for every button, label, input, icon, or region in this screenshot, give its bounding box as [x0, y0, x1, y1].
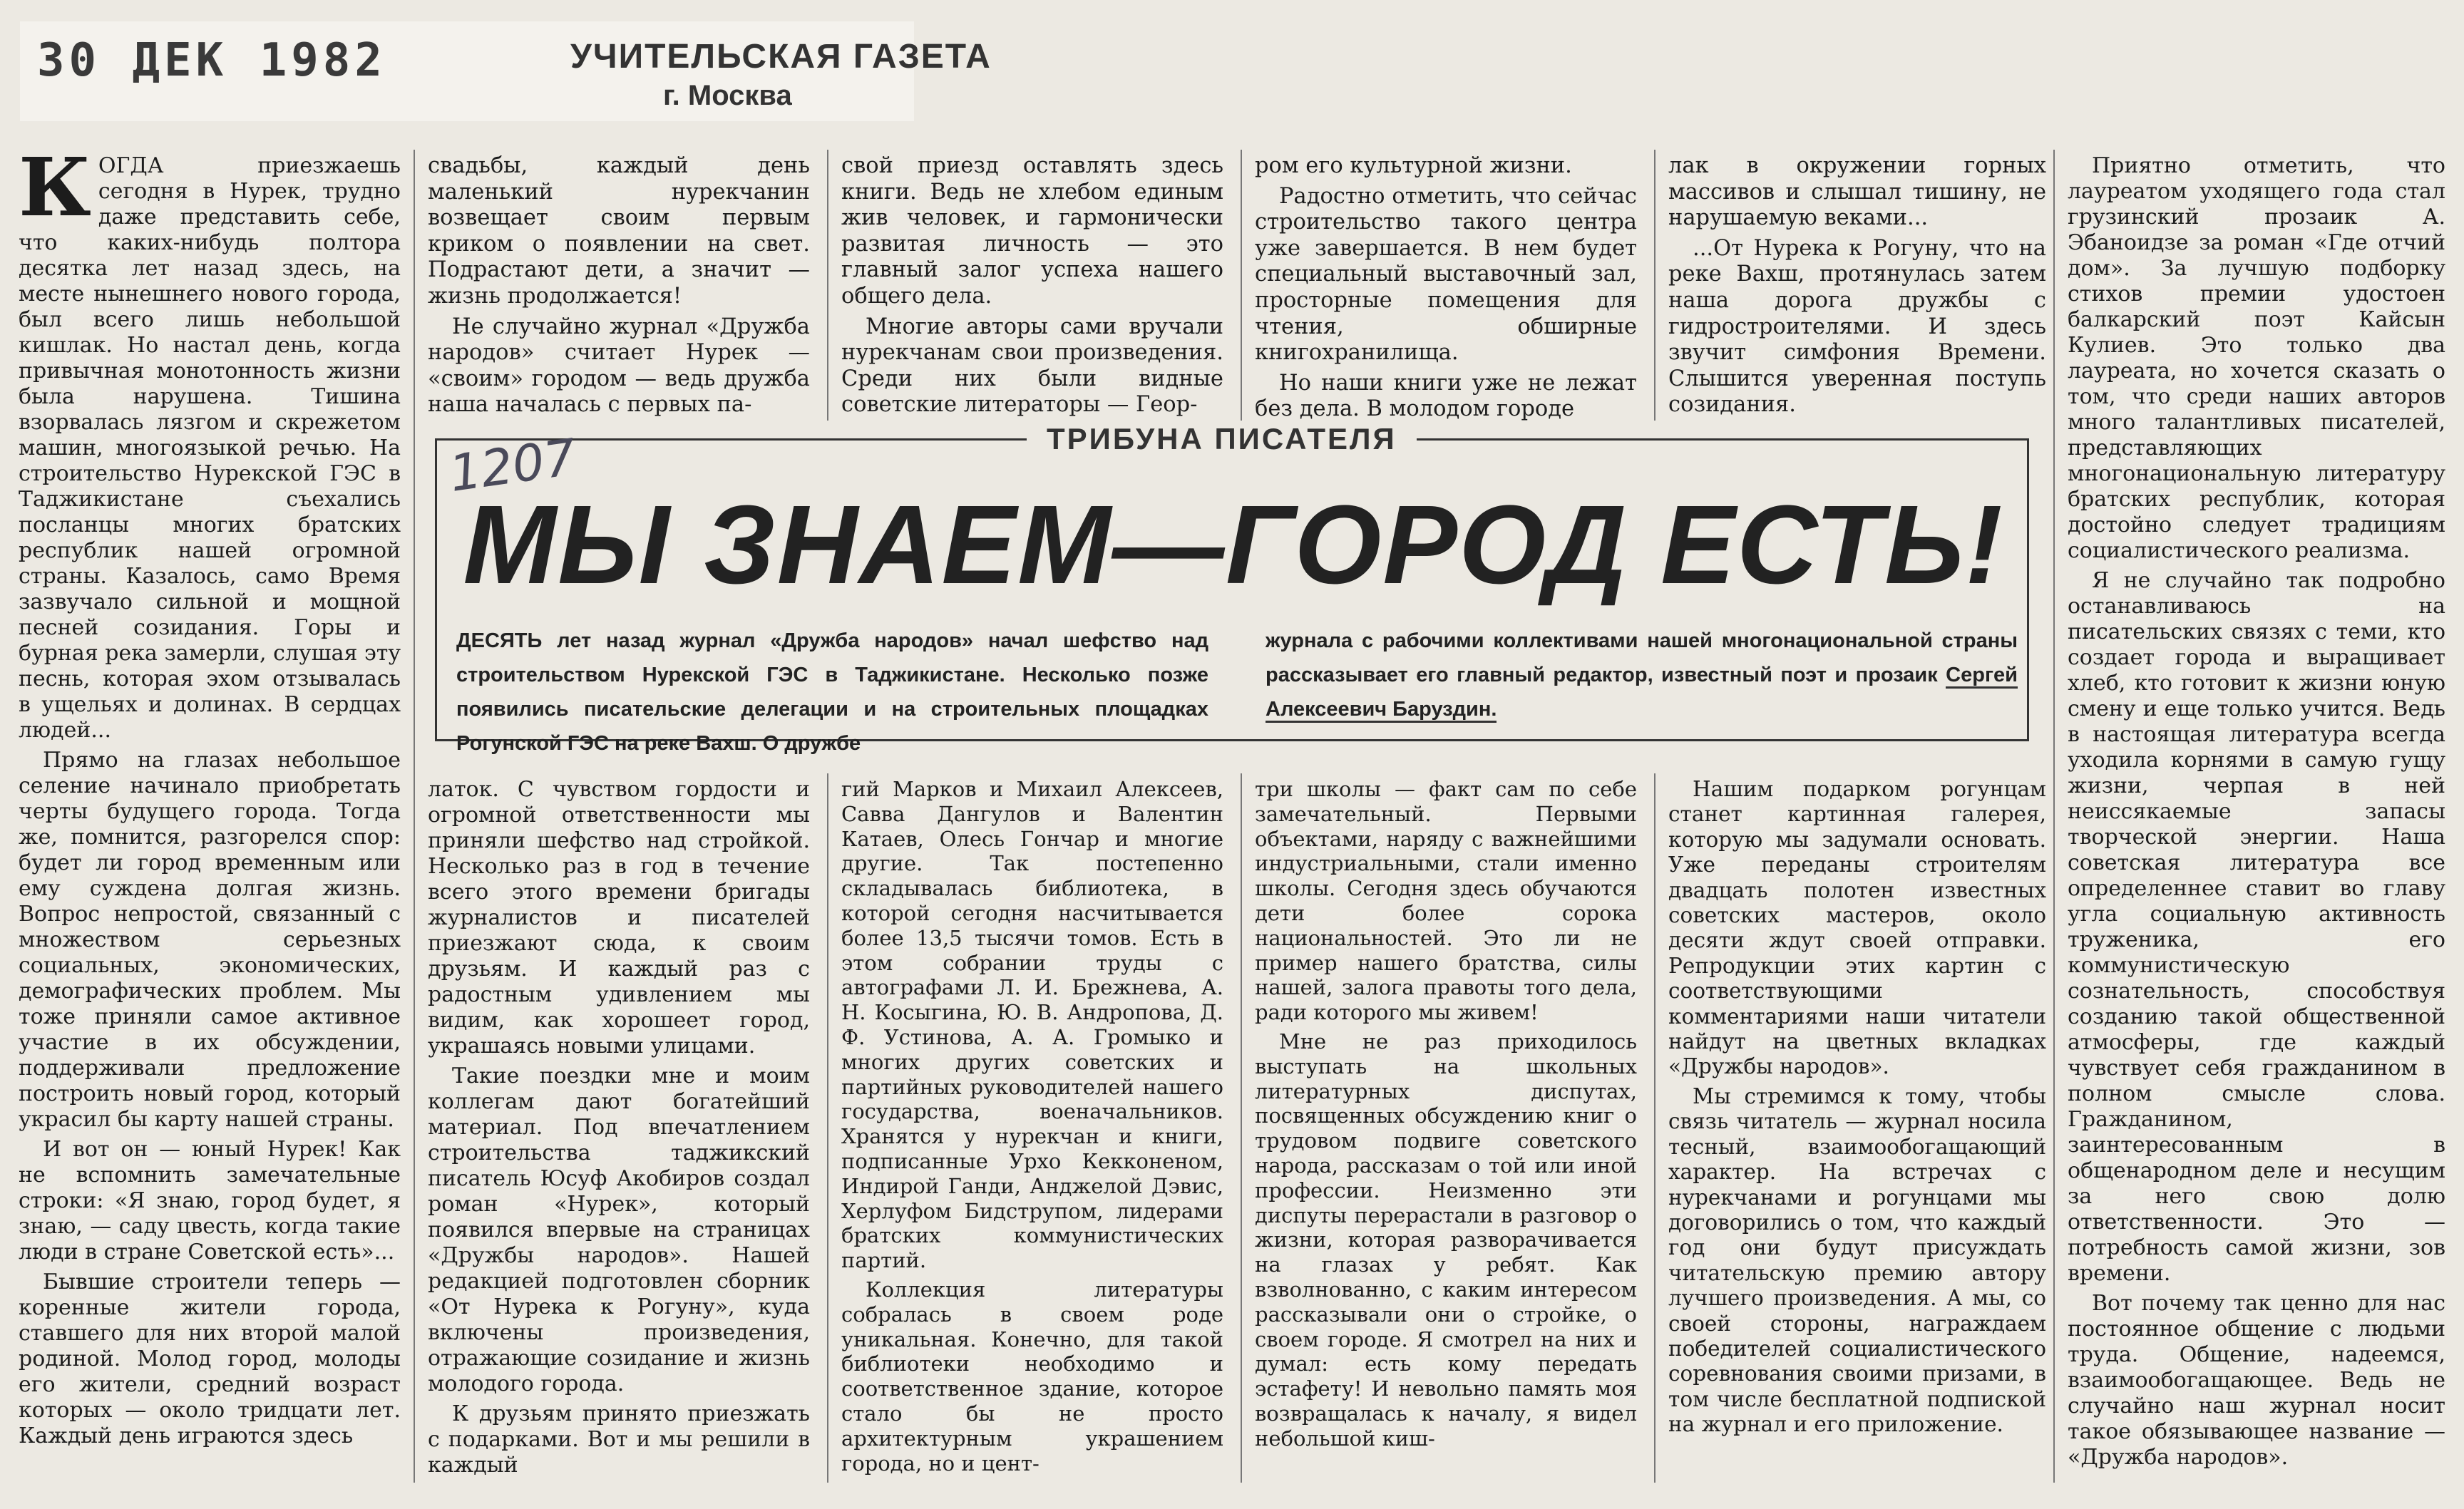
paragraph: Мы стремимся к тому, чтобы связь читатель — журнал носила тесный, взаимообогащающий характер. На встречах с нурекчанами и рогунцами мы договорились о том, что каждый год они будут присуждать читательскую премию автору лучшего произведения. А мы, со своей стороны, награждаем победителей социалистического соревнования своими призами, в том числе бесплатной подпиской на журнал и его приложение.	[1668, 1083, 2046, 1437]
column-rule	[1241, 773, 1242, 1483]
newspaper-name-stamp: УЧИТЕЛЬСКАЯ ГАЗЕТА	[570, 38, 992, 76]
column-rule	[827, 150, 828, 421]
column-3-top	[841, 153, 1223, 424]
column-4-bottom	[1255, 777, 1637, 1483]
paragraph: Такие поездки мне и моим коллегам дают богатейший материал. Под впечатлением строительства таджикский писатель Юсуф Акобиров создал роман «Нурек», который появился впервые на страницах «Дружбы народов». Нашей редакцией подготовлен сборник «От Нурека к Рогуну», куда включены произведения, отражающие созидание и жизнь молодого города.	[428, 1063, 810, 1396]
rubric: ТРИБУНА ПИСАТЕЛЯ	[1027, 422, 1417, 456]
paragraph: Я не случайно так подробно останавливаюсь на писательских связях с теми, кто создает города и выращивает хлеб, кто готовит к жизни юную смену и еще только учится. Ведь в настоящая литература всегда уходила корнями в самую гущу жизни, черпая в ней неиссякаемые запасы творческой энергии. Наша советская литература все определеннее ставит во главу угла социальную активность труженика, его коммунистическую сознательность, способствуя созданию такой общественной атмосферы, где каждый чувствует себя гражданином в полном смысле слова. Гражданином, заинтересованным в общенародном деле и несущим за него свою долю ответственности. Это — потребность самой жизни, зов времени.	[2068, 568, 2445, 1286]
column-5-bottom	[1668, 777, 2046, 1483]
column-rule	[1654, 773, 1655, 1483]
paragraph: Не случайно журнал «Дружба народов» считает Нурек — «своим» городом — ведь дружба наша началась с первых па-	[428, 314, 810, 418]
paragraph: Бывшие строители теперь — коренные жители города, ставшего для них второй малой родиной. Молод город, молоды его жители, средний возраст которых — около тридцати лет. Каждый день играются здесь	[19, 1269, 401, 1448]
paragraph: ...От Нурека к Рогуну, что на реке Вахш, протянулась затем наша дорога дружбы с гидростроителями. И здесь звучит симфония Времени. Слышится уверенная поступь созидания.	[1668, 235, 2046, 418]
column-rule	[1654, 150, 1655, 421]
paragraph: латок. С чувством гордости и огромной ответственности мы приняли шефство над стройкой. Несколько раз в год в течение всего этого времени бригады журналистов и писателей приезжают сюда, к своим друзьям. И каждый раз с радостным удивлением мы видим, как хорошеет город, украшаясь новыми улицами.	[428, 777, 810, 1059]
lead-left: ДЕСЯТЬ лет назад журнал «Дружба народов» начал шефство над строительством Нурекской ГЭС в Таджикистане. Несколько позже появились писательские делегации и на строительных площадках Рогунской ГЭС на реке Вахш. О дружбе	[456, 629, 1208, 755]
lead-right: журнала с рабочими коллективами нашей многонациональной страны рассказывает его главный редактор, известный поэт и прозаик Сергей Алексеевич Баруздин.	[1266, 624, 2018, 726]
paragraph: три школы — факт сам по себе замечательный. Первыми объектами, наряду с важнейшими индустриальными, стали именно школы. Сегодня здесь обучаются дети более сорока национальностей. Это ли не пример нашего братства, силы нашей, залога правоты того дела, ради которого мы живем!	[1255, 777, 1637, 1025]
lead-author: Сергей Алексеевич Баруздин.	[1266, 664, 2018, 723]
paragraph: гий Марков и Михаил Алексеев, Савва Дангулов и Валентин Катаев, Олесь Гончар и многие другие. Так постепенно складывалась библиотека, в которой сегодня насчитывается более 13,5 тысячи томов. Есть в этом собрании труды с автографами Л. И. Брежнева, А. Н. Косыгина, Ю. В. Андропова, Д. Ф. Устинова, А. А. Громыко и многих других советских и партийных руководителей нашего государства, военачальников. Хранятся у нурекчан и книги, подписанные Урхо Кекконеном, Индирой Ганди, Анджелой Дэвис, Херлуфом Бидструпом, лидерами братских коммунистических партий.	[841, 777, 1223, 1273]
column-5-top	[1668, 153, 2046, 424]
column-1	[19, 141, 401, 1479]
paragraph: Коллекция литературы собралась в своем роде уникальная. Конечно, для такой библиотеки необходимо и соответственное здание, которое стало бы не просто архитектурным украшением города, но и цент-	[841, 1277, 1223, 1475]
paragraph: Приятно отметить, что лауреатом уходящего года стал грузинский прозаик А. Эбаноидзе за роман «Где отчий дом». За лучшую подборку стихов премии удостоен балкарский поэт Кайсын Кулиев. Это только два лауреата, но хочется сказать о том, что среди наших авторов много талантливых писателей, представляющих многонациональную литературу братских республик, которая достойно следует традициям социалистического реализма.	[2068, 153, 2445, 563]
paragraph: К друзьям принято приезжать с подарками. Вот и мы решили в каждый	[428, 1401, 810, 1478]
paragraph: Многие авторы сами вручали нурекчанам свои произведения. Среди них были видные советские литераторы — Геор-	[841, 314, 1223, 418]
paragraph: Но наши книги уже не лежат без дела. В молодом городе	[1255, 370, 1637, 422]
column-rule	[2053, 150, 2055, 1483]
column-3-bottom	[841, 777, 1223, 1483]
handwritten-number: 1207	[446, 428, 580, 503]
headline: МЫ ЗНАЕМ—ГОРОД ЕСТЬ!	[463, 483, 2004, 607]
column-4-top	[1255, 153, 1637, 424]
paragraph: свадьбы, каждый день маленький нурекчанин возвещает своим первым криком о появлении на свет. Подрастают дети, а значит — жизнь продолжается!	[428, 153, 810, 309]
paragraph: ром его культурной жизни.	[1255, 153, 1572, 178]
paragraph: лак в окружении горных массивов и слышал тишину, не нарушаемую веками...	[1668, 153, 2046, 231]
paragraph: КОГДА приезжаешь сегодня в Нурек, трудно даже представить себе, что каких-нибудь полтора десятка лет назад здесь, на месте нынешнего нового города, был всего лишь небольшой кишлак. Но настал день, когда привычная монотонность жизни была нарушена. Тишина взорвалась лязгом и скрежетом машин, многоязыкой речью. На строительство Нурекской ГЭС в Таджикистане съехались посланцы многих братских республик нашей огромной страны. Казалось, само Время зазвучало сильной и мощной песней созидания. Горы и бурная река замерли, слушая эту песнь, которая эхом отзывалась в ущельях и долинах. В сердцах людей...	[19, 141, 401, 743]
paragraph: Мне не раз приходилось выступать на школьных литературных диспутах, посвященных обсуждению книг о трудовом подвиге советского народа, рассказам о той или иной профессии. Неизменно эти диспуты перерастали в разговор о жизни, которая разворачивается на глазах у ребят. Как взволнованно, с каким интересом рассказывали они о стройке, о своем городе. Я смотрел на них и думал: есть кому передать эстафету! И невольно память моя возвращалась к началу, я видел небольшой киш-	[1255, 1029, 1637, 1451]
paragraph: Нашим подарком рогунцам станет картинная галерея, которую мы задумали основать. Уже переданы строителям двадцать полотен известных советских мастеров, около десяти ждут своей отправки. Репродукции этих картин с соответствующими комментариями наши читатели найдут на цветных вкладках «Дружбы народов».	[1668, 777, 2046, 1079]
column-rule	[414, 150, 415, 1483]
paragraph: И вот он — юный Нурек! Как не вспомнить замечательные строки: «Я знаю, город будет, я знаю, — саду цвесть, когда такие люди в стране Советской есть»...	[19, 1137, 401, 1265]
paragraph: свой приезд оставлять здесь книги. Ведь не хлебом единым жив человек, и гармонически развитая личность — это главный залог успеха нашего общего дела.	[841, 153, 1223, 309]
drop-cap: К	[19, 141, 91, 235]
column-rule	[827, 773, 828, 1483]
city-stamp: г. Москва	[663, 80, 792, 111]
paragraph: Вот почему так ценно для нас постоянное общение с людьми труда. Общение, надеемся, взаимообогащающее. Ведь не случайно наш журнал носит такое обязывающее название — «Дружба народов».	[2068, 1291, 2445, 1470]
column-2-top	[428, 153, 810, 424]
date-stamp: 30 ДЕК 1982	[37, 34, 386, 87]
paragraph: Прямо на глазах небольшое селение начинало приобретать черты будущего города. Тогда же, помнится, разгорелся спор: будет ли город временным или ему суждена долгая жизнь. Вопрос непростой, связанный с множеством серьезных социальных, экономических, демографических проблем. Мы тоже приняли самое активное участие в их обсуждении, поддерживали предложение построить новый город, который украсил бы карту нашей страны.	[19, 748, 401, 1132]
column-2-bottom	[428, 777, 810, 1483]
column-rule	[1241, 150, 1242, 421]
column-6	[2068, 153, 2445, 1479]
paragraph: Радостно отметить, что сейчас строительство такого центра уже завершается. В нем будет специальный выставочный зал, просторные помещения для чтения, обширные книгохранилища.	[1255, 183, 1637, 366]
